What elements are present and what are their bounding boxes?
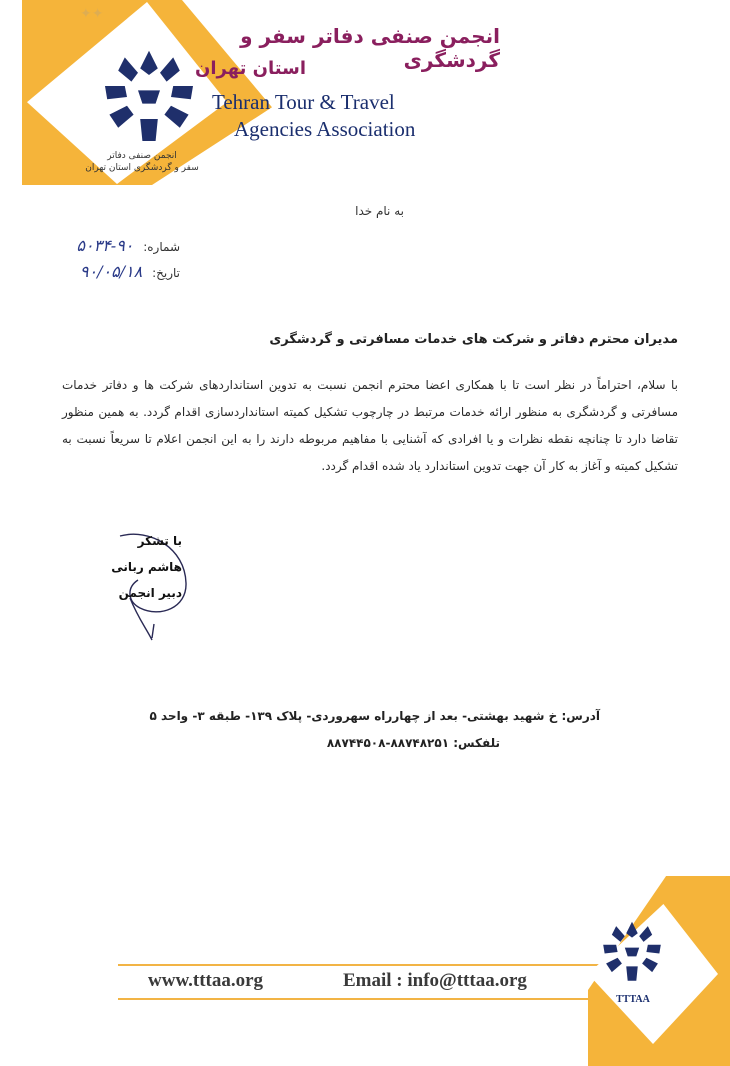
org-name-fa: انجمن صنفی دفاتر سفر و گردشگری xyxy=(240,24,500,72)
tttaa-logo-icon xyxy=(596,916,668,988)
letterhead xyxy=(0,0,730,200)
letter-number-label: شماره: xyxy=(143,240,180,254)
signature-title: دبیر انجمن xyxy=(118,586,182,600)
letter-number-value: ۹۰-۵۰۳۴ xyxy=(76,236,134,255)
signature-closing: با تشکر xyxy=(137,534,182,548)
footer-logo-badge xyxy=(588,876,730,1066)
faded-stamp: ✦✦ xyxy=(80,6,104,22)
footer-rule-bottom xyxy=(118,998,615,1000)
letter-recipient: مدیران محترم دفاتر و شرکت های خدمات مسافرتی و گردشگری xyxy=(269,332,678,347)
logo-caption: انجمن صنفی دفاتر سفر و گردشگری استان تهران xyxy=(85,151,199,173)
letter-date-label: تاریخ: xyxy=(152,266,180,280)
telfax: تلفکس: ۸۸۷۴۸۲۵۱-۸۸۷۴۴۵۰۸ xyxy=(326,736,500,750)
letter-date-value: ۹۰/۰۵/۱۸ xyxy=(79,262,143,281)
org-name-en-line2: Agencies Association xyxy=(234,117,416,141)
org-province-fa: استان تهران xyxy=(195,58,306,79)
bismillah: به نام خدا xyxy=(355,204,404,218)
address: آدرس: خ شهید بهشتی- بعد از چهارراه سهروردی- پلاک ۱۳۹- طبقه ۳- واحد ۵ xyxy=(149,709,600,723)
footer-email: Email : info@tttaa.org xyxy=(343,970,527,991)
letter-number xyxy=(60,236,180,260)
letter-body: با سلام، احتراماً در نظر است تا با همکاری اعضا محترم انجمن نسبت به تدوین استانداردهای شرکت ها و دفاتر خدمات مسافرتی و گردشگری به منظور ارائه خدمات مرتبط در چارچوب تشکیل کمیته استانداردسازی اقدام گردد. به همین منظور تقاضا دارد تا چنانچه نقطه نظرات و یا افرادی که آشنایی با مفاهیم مربوطه دارند را به این انجمن اعلام تا سریعاً نسبت به تشکیل کمیته و آغاز به کار آن جهت تدوین استاندارد یاد شده اقدام گردد. xyxy=(62,378,678,473)
signature-name: هاشم ربانی xyxy=(111,560,182,574)
letter-date xyxy=(60,262,180,286)
signature-block xyxy=(90,528,200,648)
footer-rule-top xyxy=(118,964,615,966)
footer-logo-text: TTTAA xyxy=(616,994,650,1005)
footer-website: www.tttaa.org xyxy=(148,970,264,991)
org-name-en-line1: Tehran Tour & Travel xyxy=(212,90,395,114)
